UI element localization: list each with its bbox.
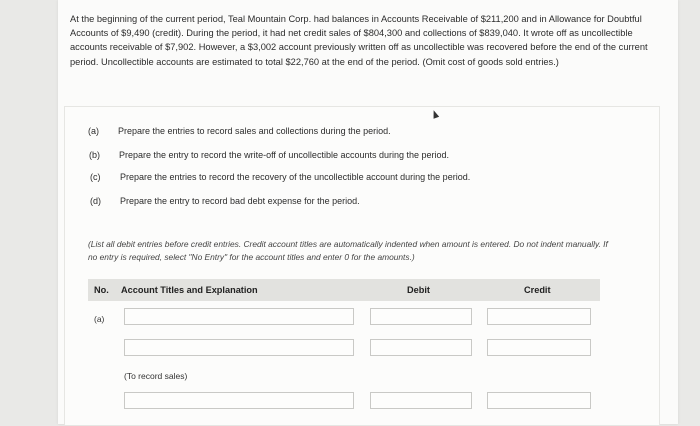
account-title-input-1[interactable]: [124, 308, 354, 325]
header-debit: Debit: [407, 285, 430, 295]
journal-table-header: [88, 279, 600, 301]
part-text: Prepare the entry to record the write-off of uncollectible accounts during the period.: [119, 150, 450, 160]
credit-input-3[interactable]: [487, 392, 591, 409]
problem-intro: At the beginning of the current period, Teal Mountain Corp. had balances in Accounts Receivable of $211,200 and in Allowance for Doubtful Accounts of $9,490 (credit). During the period, it had net credit sales of $804,300 and collections of $839,040. It wrote off as uncollectible accounts receivable of $7,902. However, a $3,002 account previously written off as uncollectible was recovered before the end of the current period. Uncollectible accounts are estimated to total $22,760 at the end of the period. (Omit cost of goods sold entries.): [70, 14, 648, 67]
header-no: No.: [94, 285, 109, 295]
row-label-a: (a): [94, 314, 105, 324]
debit-input-3[interactable]: [370, 392, 472, 409]
header-account: Account Titles and Explanation: [121, 285, 258, 295]
part-text: Prepare the entries to record the recovery of the uncollectible account during the period.: [120, 172, 471, 182]
part-label: (a): [88, 126, 99, 136]
part-text: Prepare the entries to record sales and collections during the period.: [118, 126, 391, 136]
account-title-input-3[interactable]: [124, 392, 354, 409]
entry-instructions: (List all debit entries before credit entries. Credit account titles are automatically indented when amount is entered. Do not indent manually. If no entry is required, select "No Entry" for the account titles and enter 0 for the amounts.): [88, 239, 608, 262]
part-label: (b): [89, 150, 100, 160]
part-label: (c): [90, 172, 101, 182]
credit-input-2[interactable]: [487, 339, 591, 356]
debit-input-1[interactable]: [370, 308, 472, 325]
header-credit: Credit: [524, 285, 551, 295]
part-label: (d): [90, 196, 101, 206]
debit-input-2[interactable]: [370, 339, 472, 356]
account-title-input-2[interactable]: [124, 339, 354, 356]
credit-input-1[interactable]: [487, 308, 591, 325]
part-text: Prepare the entry to record bad debt expense for the period.: [120, 196, 360, 206]
entry-memo: (To record sales): [124, 371, 188, 381]
